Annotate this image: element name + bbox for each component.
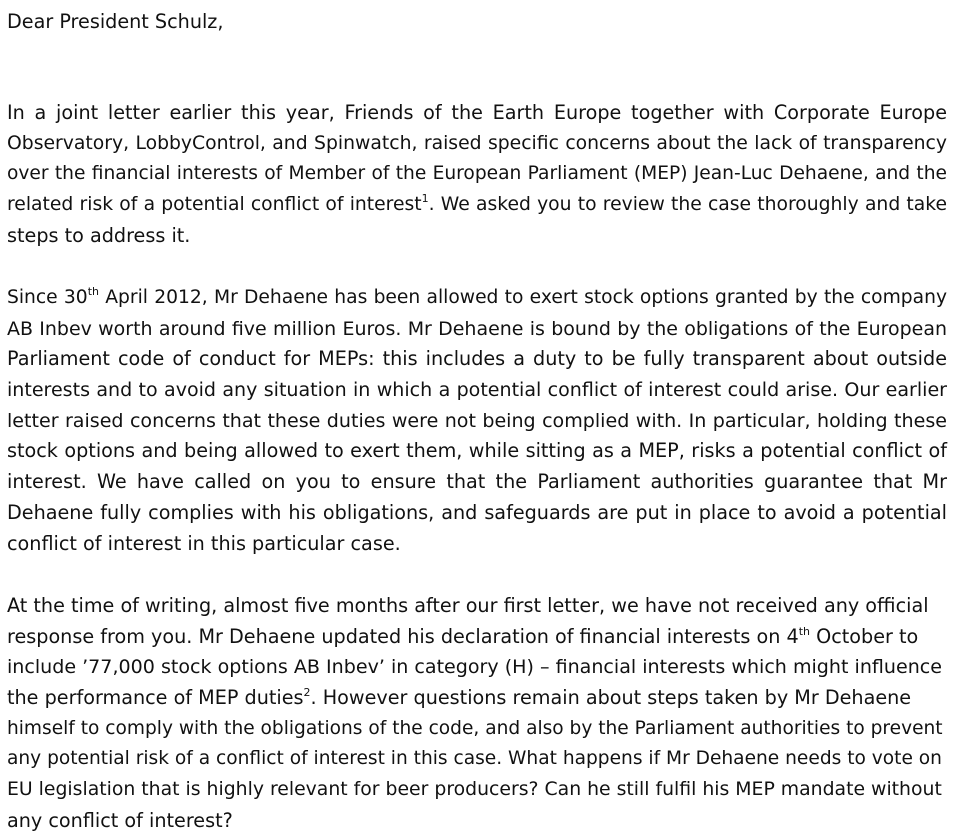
paragraph-joint-letter [7, 98, 947, 251]
text-fragment: October to [810, 624, 919, 648]
text-line [7, 283, 947, 314]
text-line: AB Inbev worth around five million Euros. Mr Dehaene is bound by the obligations of the European [7, 317, 947, 340]
text-line: conflict of interest in this particular case. [7, 531, 401, 555]
text-line: Dehaene fully complies with his obligations, and safeguards are put in place to avoid a potential [7, 500, 947, 524]
text-fragment: the performance of MEP duties [7, 686, 304, 710]
text-fragment: . However questions remain about steps taken by Mr Dehaene [310, 686, 912, 710]
footnote-ref-1: 1 [421, 192, 429, 206]
text-line: Observatory, LobbyControl, and Spinwatch, raised specific concerns about the lack of transparency [7, 132, 947, 154]
text-line [7, 190, 947, 221]
text-line: steps to address it. [7, 223, 191, 247]
text-line: Parliament code of conduct for MEPs: this includes a duty to be fully transparent about outside [7, 347, 947, 371]
ordinal-suffix: th [87, 285, 99, 298]
text-line: In a joint letter earlier this year, Friends of the Earth Europe together with Corporate Europe [7, 101, 947, 124]
salutation: Dear President Schulz, [7, 10, 224, 33]
text-line: At the time of writing, almost five months after our first letter, we have not received any official [7, 594, 929, 617]
text-fragment: . We asked you to review the case thoroughly and take [428, 194, 947, 216]
text-line: himself to comply with the obligations of the code, and also by the Parliament authorities to prevent [7, 717, 943, 739]
paragraph-no-response [7, 591, 947, 837]
text-line: interest. We have called on you to ensure that the Parliament authorities guarantee that Mr [7, 470, 947, 494]
text-line: any potential risk of a conflict of interest in this case. What happens if Mr Dehaene needs to vote on [7, 748, 942, 770]
text-fragment: related risk of a potential conflict of interest [7, 194, 422, 216]
text-line: include ’77,000 stock options AB Inbev’ in category (H) – financial interests which might influence [7, 656, 943, 679]
footnote-ref-2: 2 [303, 686, 311, 700]
text-line: stock options and being allowed to exert them, while sitting as a MEP, risks a potential conflict of [7, 439, 947, 463]
text-line: EU legislation that is highly relevant for beer producers? Can he still fulfil his MEP mandate without [7, 779, 942, 801]
ordinal-suffix: th [798, 624, 810, 638]
text-fragment: response from you. Mr Dehaene updated his declaration of financial interests on 4 [7, 624, 799, 648]
text-line [7, 683, 947, 714]
text-line: over the financial interests of Member of the European Parliament (MEP) Jean-Luc Dehaene, and the [7, 163, 947, 185]
text-line [7, 622, 947, 653]
text-fragment: Since 30 [7, 287, 88, 308]
text-line: any conflict of interest? [7, 808, 233, 832]
text-line: letter raised concerns that these duties were not being complied with. In particular, holding these [7, 409, 947, 432]
text-line: interests and to avoid any situation in which a potential conflict of interest could arise. Our earlier [7, 379, 947, 402]
paragraph-stock-options [7, 283, 947, 559]
text-fragment: April 2012, Mr Dehaene has been allowed to exert stock options granted by the company [99, 287, 948, 308]
